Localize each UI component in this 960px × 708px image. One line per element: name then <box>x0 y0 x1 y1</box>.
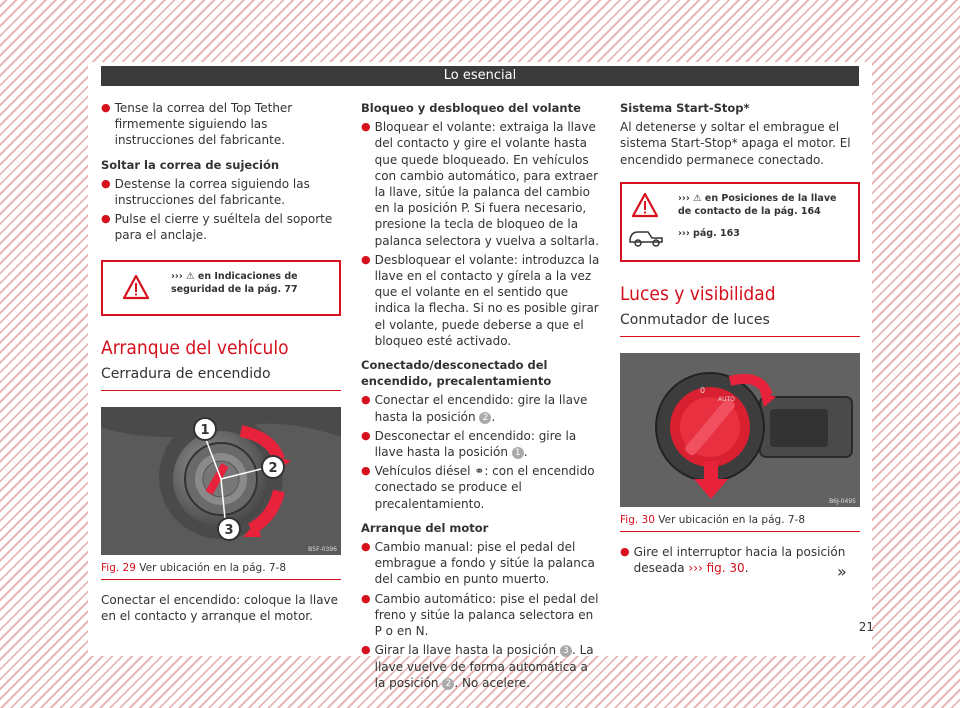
subheading: Arranque del motor <box>361 520 489 535</box>
warning-icon <box>632 192 658 218</box>
figure-29 <box>101 407 341 580</box>
page-number: 21 <box>858 620 874 634</box>
bullet-icon: ● <box>361 643 371 657</box>
list-item: ● Pulse el cierre y suéltela del soporte para el anclaje. <box>101 212 333 243</box>
light-switch-image <box>620 353 860 507</box>
bullet-icon: ● <box>101 101 111 114</box>
section-title: Luces y visibilidad <box>620 282 776 305</box>
subheading: Bloqueo y desbloqueo del volante <box>361 101 581 115</box>
warning-reference[interactable]: ››› ⚠ en Posiciones de la llave de contacto de la pág. 164 <box>678 192 837 217</box>
reference-box <box>620 182 860 262</box>
svg-text:1: 1 <box>200 423 210 439</box>
position-badge: 2 <box>479 412 491 424</box>
list-item: ● Vehículos diésel ⚭: con el encendido conectado se produce el precalentamiento. <box>361 464 595 511</box>
svg-text:0: 0 <box>700 386 706 396</box>
paragraph: Al detenerse y soltar el embrague el sistema Start-Stop* apaga el motor. El encendido permanece conectado. <box>620 120 851 167</box>
bullet-icon: ● <box>620 545 630 559</box>
list-item: ● Destense la correa siguiendo las instrucciones del fabricante. <box>101 176 310 208</box>
light-switch-illustration <box>620 353 860 507</box>
position-badge: 1 <box>512 447 524 459</box>
svg-text:AUTO: AUTO <box>718 396 735 404</box>
vehicle-care-icon <box>628 224 664 248</box>
list-item: ● Tense la correa del Top Tether firmemente siguiendo las instrucciones del fabricante. <box>101 101 293 148</box>
bullet-icon: ● <box>101 176 111 190</box>
column-1 <box>101 100 341 630</box>
page-reference[interactable]: ››› pág. 163 <box>678 227 740 239</box>
section-title: Arranque del vehículo <box>101 336 289 359</box>
list-item: ● Cambio manual: pise el pedal del embrague a fondo y sitúe la palanca del cambio en punto muerto. <box>361 540 595 587</box>
ignition-lock-image <box>101 407 341 555</box>
position-badge: 2 <box>442 678 454 690</box>
continue-icon: » <box>837 562 847 581</box>
section-subtitle: Conmutador de luces <box>620 312 860 337</box>
warning-icon <box>123 274 149 300</box>
page-header: Lo esencial <box>101 66 859 86</box>
bullet-icon: ● <box>361 591 371 605</box>
list-item: ● Desconectar el encendido: gire la llave hasta la posición 1 . <box>361 428 577 460</box>
column-3 <box>620 100 860 580</box>
list-item: ● Conectar el encendido: gire la llave hasta la posición 2 . <box>361 393 588 424</box>
column-2 <box>361 100 601 694</box>
bullet-icon: ● <box>361 120 371 134</box>
paragraph: Conectar el encendido: coloque la llave en el contacto y arranque el motor. <box>101 593 339 624</box>
figure-code: B6J-0495 <box>829 498 856 506</box>
bullet-icon: ● <box>361 393 371 407</box>
figure-30 <box>620 353 860 532</box>
figure-caption: Fig. 30 Ver ubicación en la pág. 7-8 <box>620 514 806 527</box>
ignition-lock-illustration <box>101 407 341 555</box>
list-item: ● Bloquear el volante: extraiga la llave del contacto y gire el volante hasta que quede bloqueado. En vehículos con cambio automático, para extraer la llave, sitúe la palanca del cambio en la posición P. Si fuera necesario, presione la tecla de bloqueo de la palanca selectora y vuelva a soltarla. <box>361 120 599 248</box>
svg-text:3: 3 <box>224 523 234 539</box>
list-item: ● Desbloquear el volante: introduzca la llave en el contacto y gírela a la vez que el volante en el sentido que indica la flecha. Si no es posible girar el volante, puede deberse a que el bloqueo esté activado. <box>361 252 600 348</box>
bullet-icon: ● <box>361 540 371 554</box>
bullet-icon: ● <box>361 428 371 442</box>
section-subtitle: Cerradura de encendido <box>101 366 341 391</box>
list-item: ● Gire el interruptor hacia la posición deseada ››› fig. 30. <box>620 545 846 576</box>
list-item: ● Girar la llave hasta la posición 3 . La llave vuelve de forma automática a la posición 2 . No acelere. <box>361 643 594 690</box>
warning-box <box>101 260 341 316</box>
bullet-icon: ● <box>101 212 111 226</box>
bullet-icon: ● <box>361 252 371 266</box>
warning-reference[interactable]: ››› ⚠ en Indicaciones de seguridad de la pág. 77 <box>171 270 298 295</box>
figure-code: B5F-0396 <box>308 546 337 554</box>
subheading: Sistema Start-Stop* <box>620 101 750 115</box>
list-item: ● Cambio automático: pise el pedal del freno y sitúe la palanca selectora en P o en N. <box>361 591 599 639</box>
figure-caption: Fig. 29 Ver ubicación en la pág. 7-8 <box>101 562 287 575</box>
svg-text:2: 2 <box>268 461 278 477</box>
position-badge: 3 <box>560 645 572 657</box>
bullet-icon: ● <box>361 464 371 478</box>
subheading: Conectado/desconectado del encendido, precalentamiento <box>361 358 552 389</box>
figure-reference-link[interactable]: ››› fig. 30 <box>688 561 745 576</box>
subheading: Soltar la correa de sujeción <box>101 157 280 172</box>
